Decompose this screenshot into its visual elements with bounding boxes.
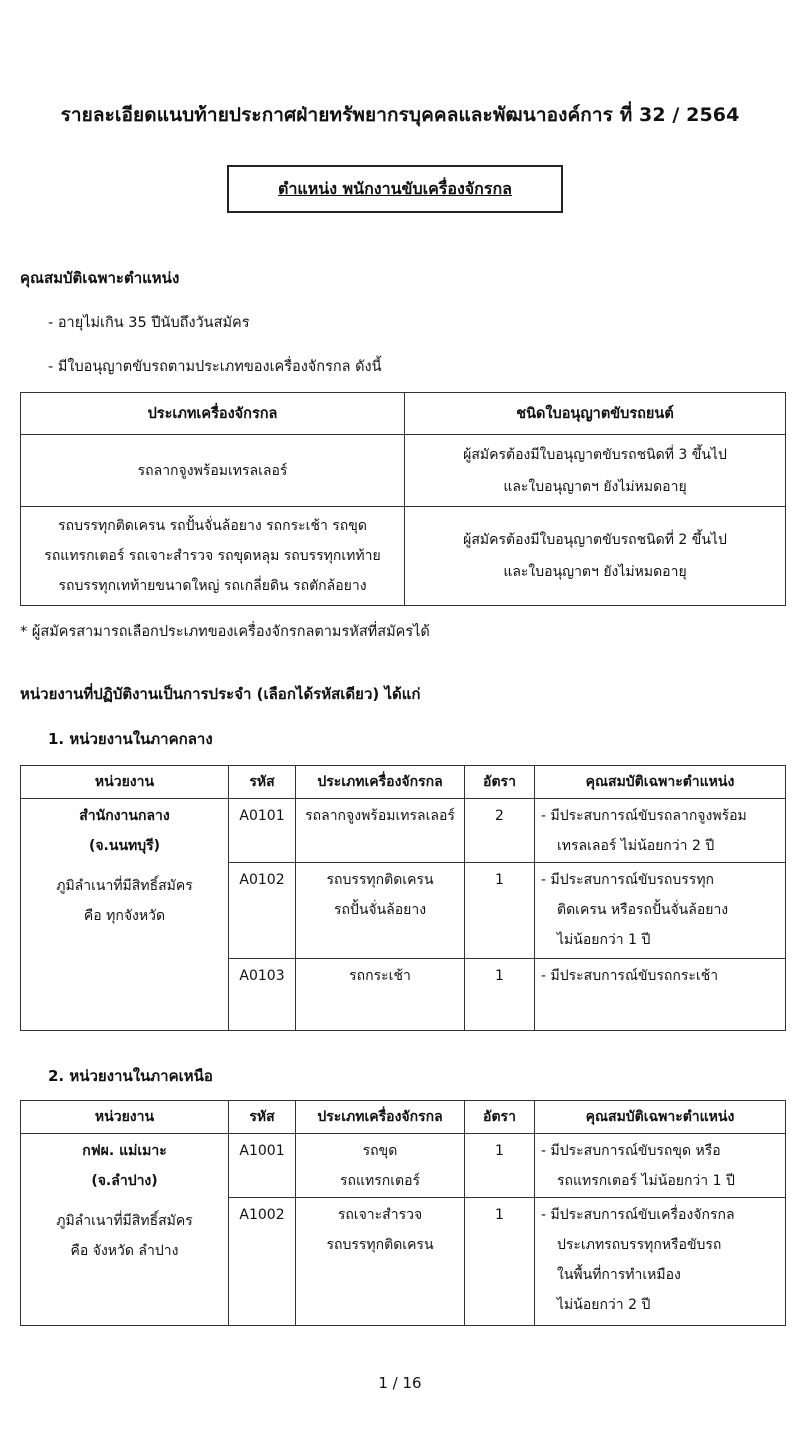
- column-header: หน่วยงาน: [21, 1101, 229, 1134]
- code-cell: A0103: [229, 959, 296, 1031]
- license-type-cell: ผู้สมัครต้องมีใบอนุญาตขับรถชนิดที่ 2 ขึ้นไป และใบอนุญาตฯ ยังไม่หมดอายุ: [405, 507, 786, 606]
- column-header: ชนิดใบอนุญาตขับรถยนต์: [405, 393, 786, 435]
- rate-cell: 1: [465, 1198, 535, 1326]
- column-header: คุณสมบัติเฉพาะตำแหน่ง: [535, 766, 786, 799]
- qualification-cell: - มีประสบการณ์ขับรถกระเช้า: [535, 959, 786, 1031]
- column-header: รหัส: [229, 766, 296, 799]
- machine-cell: รถลากจูงพร้อมเทรลเลอร์: [296, 799, 465, 863]
- column-header: คุณสมบัติเฉพาะตำแหน่ง: [535, 1101, 786, 1134]
- qualifications-heading: คุณสมบัติเฉพาะตำแหน่ง: [20, 269, 180, 287]
- column-header: อัตรา: [465, 766, 535, 799]
- qualification-cell: - มีประสบการณ์ขับเครื่องจักรกล ประเภทรถบรรทุกหรือขับรถ ในพื้นที่การทำเหมือง ไม่น้อยกว่า 2 ปี: [535, 1198, 786, 1326]
- table-row: [21, 507, 786, 606]
- machine-cell: รถบรรทุกติดเครน รถปั้นจั่นล้อยาง: [296, 863, 465, 959]
- table-row: [21, 799, 786, 863]
- machine-type-cell: รถลากจูงพร้อมเทรลเลอร์: [21, 435, 405, 507]
- qualification-item: - อายุไม่เกิน 35 ปีนับถึงวันสมัคร: [48, 315, 250, 331]
- code-cell: A1001: [229, 1134, 296, 1198]
- table-footnote: * ผู้สมัครสามารถเลือกประเภทของเครื่องจักรกลตามรหัสที่สมัครได้: [20, 624, 430, 640]
- rate-cell: 1: [465, 1134, 535, 1198]
- qualification-item: - มีใบอนุญาตขับรถตามประเภทของเครื่องจักรกล ดังนี้: [48, 359, 382, 375]
- page-number: 1 / 16: [378, 1374, 422, 1392]
- rate-cell: 1: [465, 959, 535, 1031]
- machine-cell: รถเจาะสำรวจ รถบรรทุกติดเครน: [296, 1198, 465, 1326]
- document-title: รายละเอียดแนบท้ายประกาศฝ่ายทรัพยากรบุคคลและพัฒนาองค์การ ที่ 32 / 2564: [60, 104, 740, 126]
- qualification-cell: - มีประสบการณ์ขับรถลากจูงพร้อม เทรลเลอร์ ไม่น้อยกว่า 2 ปี: [535, 799, 786, 863]
- code-cell: A0101: [229, 799, 296, 863]
- column-header: หน่วยงาน: [21, 766, 229, 799]
- qualification-cell: - มีประสบการณ์ขับรถบรรทุก ติดเครน หรือรถปั้นจั่นล้อยาง ไม่น้อยกว่า 1 ปี: [535, 863, 786, 959]
- machine-cell: รถกระเช้า: [296, 959, 465, 1031]
- table-header-row: [21, 766, 786, 799]
- unit-cell: กฟผ. แม่เมาะ (จ.ลำปาง) ภูมิลำเนาที่มีสิทธิ์สมัคร คือ จังหวัด ลำปาง: [21, 1134, 229, 1326]
- machine-type-cell: รถบรรทุกติดเครน รถปั้นจั่นล้อยาง รถกระเช้า รถขุด รถแทรกเตอร์ รถเจาะสำรวจ รถขุดหลุม รถบรรทุกเทท้าย รถบรรทุกเทท้ายขนาดใหญ่ รถเกลี่ยดิน รถตักล้อยาง: [21, 507, 405, 606]
- table-row: [21, 435, 786, 507]
- unit-cell: สำนักงานกลาง (จ.นนทบุรี) ภูมิลำเนาที่มีสิทธิ์สมัคร คือ ทุกจังหวัด: [21, 799, 229, 1031]
- column-header: รหัส: [229, 1101, 296, 1134]
- table-row: [21, 1134, 786, 1198]
- license-type-table: [20, 392, 786, 606]
- license-type-cell: ผู้สมัครต้องมีใบอนุญาตขับรถชนิดที่ 3 ขึ้นไป และใบอนุญาตฯ ยังไม่หมดอายุ: [405, 435, 786, 507]
- rate-cell: 2: [465, 799, 535, 863]
- table-header-row: [21, 1101, 786, 1134]
- machine-cell: รถขุด รถแทรกเตอร์: [296, 1134, 465, 1198]
- column-header: อัตรา: [465, 1101, 535, 1134]
- units-table-central: [20, 765, 786, 1031]
- position-title: ตำแหน่ง พนักงานขับเครื่องจักรกล: [278, 178, 512, 198]
- column-header: ประเภทเครื่องจักรกล: [296, 1101, 465, 1134]
- qualification-cell: - มีประสบการณ์ขับรถขุด หรือ รถแทรกเตอร์ ไม่น้อยกว่า 1 ปี: [535, 1134, 786, 1198]
- region-title: 2. หน่วยงานในภาคเหนือ: [48, 1067, 213, 1085]
- table-header-row: [21, 393, 786, 435]
- code-cell: A0102: [229, 863, 296, 959]
- region-title: 1. หน่วยงานในภาคกลาง: [48, 730, 213, 748]
- rate-cell: 1: [465, 863, 535, 959]
- code-cell: A1002: [229, 1198, 296, 1326]
- column-header: ประเภทเครื่องจักรกล: [296, 766, 465, 799]
- units-heading: หน่วยงานที่ปฏิบัติงานเป็นการประจำ (เลือกได้รหัสเดียว) ได้แก่: [20, 685, 421, 703]
- position-title-box: [227, 165, 563, 213]
- units-table-north: [20, 1100, 786, 1326]
- column-header: ประเภทเครื่องจักรกล: [21, 393, 405, 435]
